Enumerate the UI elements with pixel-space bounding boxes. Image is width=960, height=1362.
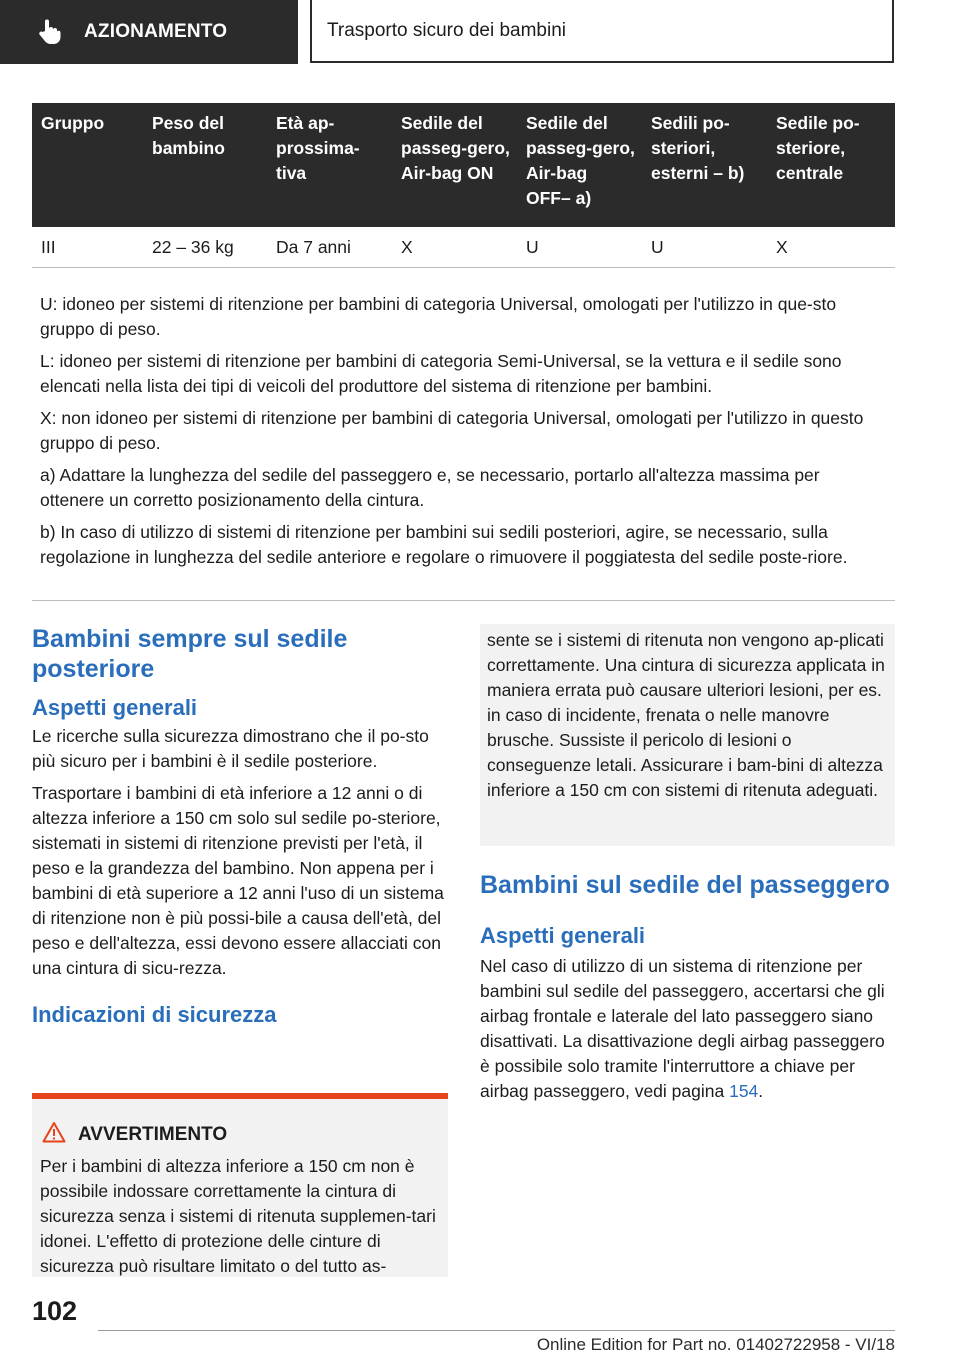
paragraph-text: Nel caso di utilizzo di un sistema di ritenzione per bambini sul sedile del passeggero, accertarsi che gli airbag frontale e laterale del lato passeggero siano disattivati. La disattivazione degli airbag passeggero è possibile solo tramite l'interruttore a chiave per airbag passeggero, vedi pagina (480, 956, 885, 1101)
table-note: b) In caso di utilizzo di sistemi di ritenzione per bambini sui sedili posteriori, agire, se necessario, sulla regolazione in lunghezza del sedile anteriore e regolare o rimuovere il poggiatesta del sedile poste-riore. (40, 522, 848, 567)
right-column (480, 870, 895, 1111)
body-paragraph: Trasportare i bambini di età inferiore a 12 anni o di altezza inferiore a 150 cm solo sul sedile po-steriore, sistemati in sistemi di ritenzione previsti per l'età, il peso e la grandezza del bambino. Non appena per i bambini di età superiore a 12 anni l'uso di un sistema di ritenzione non è più possi-bile a causa dell'età, del peso e dell'altezza, essi devono essere allacciati con una cintura di sicu-rezza. (32, 783, 444, 978)
table-cell: U (517, 227, 642, 268)
body-paragraph (480, 954, 895, 1104)
table-header-cell: Gruppo (32, 103, 143, 227)
table-note: a) Adattare la lunghezza del sedile del passeggero e, se necessario, portarlo all'altezza massima per ottenere un corretto posizionamento della cintura. (40, 465, 820, 510)
table-header-cell: Sedile del passeg-gero, Air-bag ON (392, 103, 517, 227)
page-header (0, 0, 960, 66)
warning-box-continued (480, 624, 895, 846)
table-header-row (32, 103, 895, 227)
chapter-title: Trasporto sicuro dei bambini (310, 0, 894, 63)
table-cell: X (392, 227, 517, 268)
table-note: U: idoneo per sistemi di ritenzione per bambini di categoria Universal, omologati per l'utilizzo in que-sto gruppo di peso. (40, 294, 837, 339)
subsection-heading: Indicazioni di sicurezza (32, 1002, 277, 1027)
hand-pointer-icon (38, 17, 64, 47)
table-header-cell: Età ap-prossima-tiva (267, 103, 392, 227)
table-cell: X (767, 227, 895, 268)
section-heading: Bambini sul sedile del passeggero (480, 871, 890, 899)
table-cell: 22 – 36 kg (143, 227, 267, 268)
warning-text: Per i bambini di altezza inferiore a 150 cm non è possibile indossare correttamente la cintura di sicurezza senza i sistemi di ritenuta supplemen-tari idonei. L'effetto di protezione delle cinture di sicurezza può risultare limitato o del tutto as- (40, 1156, 436, 1276)
warning-label: AVVERTIMENTO (78, 1123, 228, 1145)
table-row (32, 227, 895, 268)
table-cell: III (32, 227, 143, 268)
paragraph-end: . (758, 1081, 764, 1101)
table-header-cell: Peso del bambino (143, 103, 267, 227)
table-notes (32, 292, 895, 577)
section-label: AZIONAMENTO (84, 21, 228, 42)
subsection-heading: Aspetti generali (32, 695, 198, 720)
subsection-heading: Aspetti generali (480, 923, 646, 948)
table-header-cell: Sedile po-steriore, centrale (767, 103, 895, 227)
child-seat-table (32, 103, 895, 268)
warning-text: sente se i sistemi di ritenuta non vengono ap-plicati correttamente. Una cintura di sicurezza applicata in maniera errata può causare ulteriori lesioni, per es. in caso di incidente, frenata o nelle manovre brusche. Sussiste il pericolo di lesioni o conseguenze letali. Assicurare i bam-bini di altezza inferiore a 150 cm con sistemi di ritenuta adeguati. (487, 630, 885, 800)
section-tab (0, 0, 298, 64)
table-cell: U (642, 227, 767, 268)
warning-box (32, 1093, 448, 1277)
section-heading: Bambini sempre sul sedile posteriore (32, 625, 348, 683)
table-header-cell: Sedile del passeg-gero, Air-bag OFF– a) (517, 103, 642, 227)
footer-rule (98, 1330, 895, 1331)
warning-triangle-icon (42, 1121, 66, 1148)
left-column (32, 624, 448, 1029)
table-cell: Da 7 anni (267, 227, 392, 268)
table-note: X: non idoneo per sistemi di ritenzione per bambini di categoria Universal, omologati per l'utilizzo in questo gruppo di peso. (40, 408, 864, 453)
footer-edition: Online Edition for Part no. 01402722958 - VI/18 (536, 1335, 895, 1354)
page-number: 102 (32, 1296, 78, 1326)
body-paragraph: Le ricerche sulla sicurezza dimostrano che il po-sto più sicuro per i bambini è il sedile posteriore. (32, 726, 429, 771)
table-header-cell: Sedili po-steriori, esterni – b) (642, 103, 767, 227)
table-note: L: idoneo per sistemi di ritenzione per bambini di categoria Semi-Universal, se la vettura e il sedile sono elencati nella lista dei tipi di veicoli del produttore del sistema di ritenzione per bambini. (40, 351, 842, 396)
warning-header (42, 1121, 448, 1148)
divider (32, 600, 895, 601)
page-reference-link[interactable]: 154 (729, 1081, 759, 1101)
